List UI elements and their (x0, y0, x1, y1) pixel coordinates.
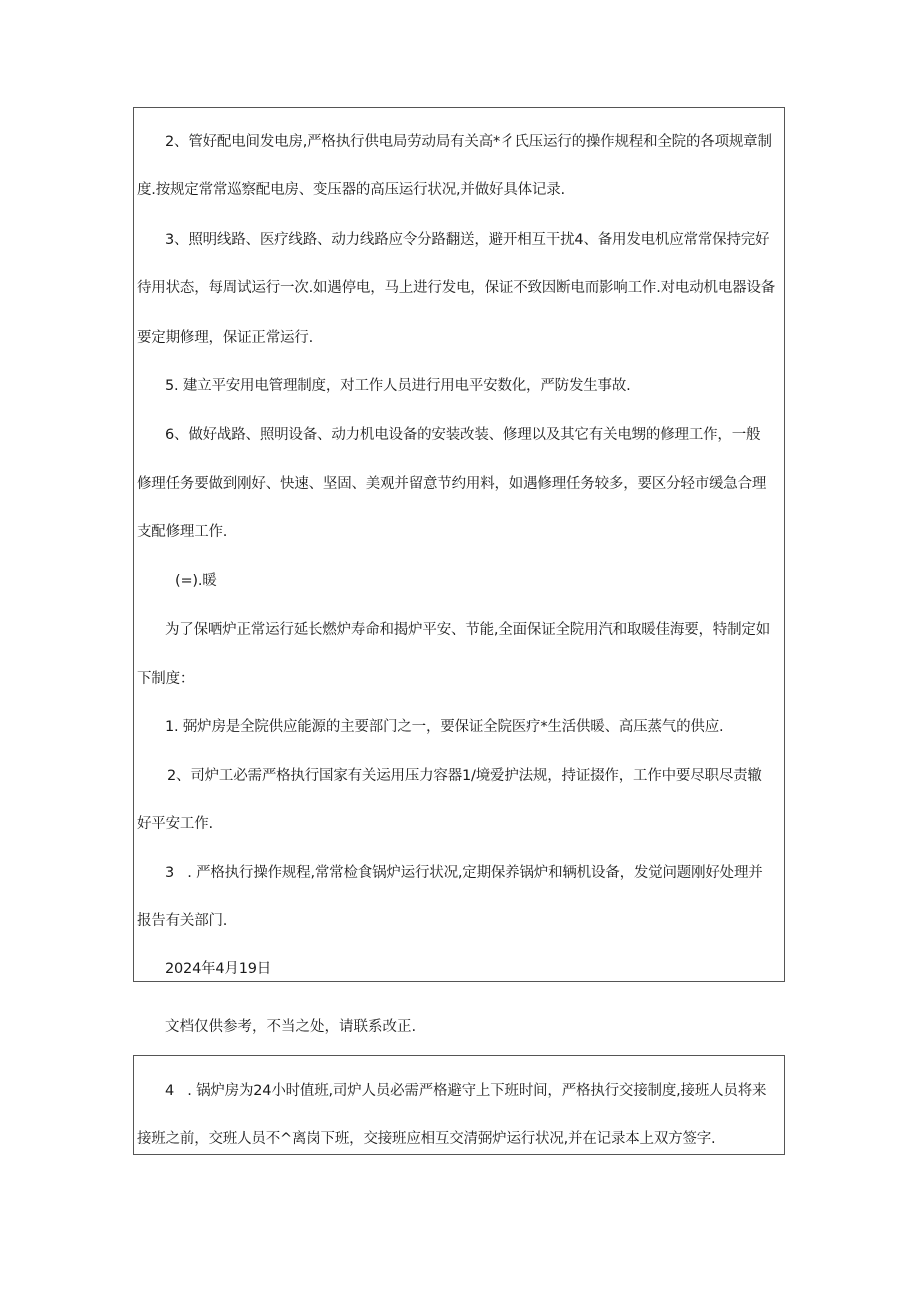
paragraph-line: 为了保哂炉正常运行延长燃炉寿命和揭炉平安、节能,全面保证全院用汽和取暖佳海要，特制定如 (165, 622, 771, 638)
document-date: 2024年4月19日 (165, 961, 272, 977)
paragraph-line: 3 . 严格执行操作规程,常常检食锅炉运行状况,定期保养锅炉和辆机设备，发觉问题刚好处理并 (165, 865, 763, 881)
paragraph-line: 下制度： (137, 671, 195, 687)
paragraph-line: 2、管好配电间发电房,严格执行供电局劳动局有关高*彳氏压运行的操作规程和全院的各项规章制 (165, 134, 772, 150)
section-heading: (=).暖 (175, 573, 217, 589)
paragraph-line: 4 . 锅炉房为24小时值班,司炉人员必需严格避守上下班时间，严格执行交接制度,接班人员将来 (165, 1083, 767, 1099)
paragraph-line: 1. 弼炉房是全院供应能源的主要部门之一，要保证全院医疗*生活供暖、高压蒸气的供应. (165, 719, 724, 735)
footer-note: 文档仅供参考，不当之处，请联系改正. (165, 1019, 417, 1035)
paragraph-line: 要定期修理，保证正常运行. (137, 330, 314, 346)
paragraph-line: 度.按规定常常巡察配电房、变压器的高压运行状况,并做好具体记录. (137, 182, 565, 198)
paragraph-line: 6、做好战路、照明设备、动力机电设备的安装改装、修理以及其它有关电甥的修理工作，一般 (165, 427, 761, 443)
paragraph-line: 3、照明线路、医疗线路、动力线路应令分路翻送，避开相互干扰4、备用发电机应常常保持完好 (165, 232, 770, 248)
paragraph-line: 5. 建立平安用电管理制度，对工作人员进行用电平安数化，严防发生事故. (165, 378, 631, 394)
paragraph-line: 接班之前，交班人员不^离岗下班，交接班应相互交清弼炉运行状况,并在记录本上双方签字. (137, 1131, 716, 1147)
paragraph-line: 支配修理工作. (137, 524, 228, 540)
paragraph-line: 修理任务要做到刚好、快速、坚固、美观并留意节约用料，如遇修理任务较多，要区分轻市缓急合理 (137, 476, 767, 492)
document-page-block-2 (133, 1055, 785, 1155)
paragraph-line: 2、司炉工必需严格执行国家有关运用压力容器1/境爱护法规，持证掇作，工作中要尽职尽责辙 (167, 768, 762, 784)
paragraph-line: 好平安工作. (137, 816, 213, 832)
paragraph-line: 报告有关部门. (137, 913, 228, 929)
paragraph-line: 待用状态，每周试运行一次.如遇停电，马上进行发电，保证不致因断电而影响工作.对电动机电器设备 (137, 280, 776, 296)
document-page-block-1 (133, 107, 785, 982)
